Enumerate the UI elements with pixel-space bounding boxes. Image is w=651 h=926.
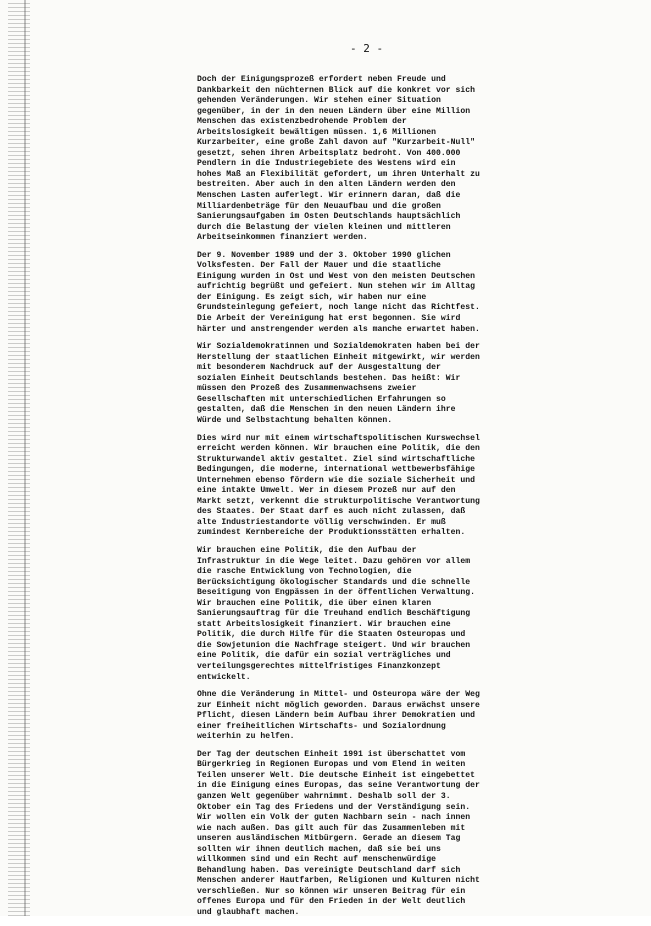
- text-line: Arbeitslosigkeit bewältigen müssen. 1,6 Millionen: [197, 127, 436, 137]
- text-line: müssen den Prozeß des Zusammenwachsens zweier: [197, 384, 417, 394]
- text-line: eine intakte Umwelt. Wer in diesem Prozeß nur auf den: [197, 486, 456, 496]
- text-line: Gesellschaften mit unterschiedlichen Erfahrungen so: [197, 394, 446, 404]
- text-line: Bürgerkrieg in Regionen Europas und vom Elend in weiten: [197, 760, 466, 770]
- text-line: gestalten, daß die Menschen in den neuen Ländern ihre: [197, 405, 456, 415]
- text-line: eine Politik, die dafür ein sozial verträgliches und: [197, 651, 451, 661]
- text-line: Berücksichtigung ökologischer Standards und die schnelle: [197, 577, 471, 587]
- text-line: Menschen Lasten auferlegt. Wir erinnern daran, daß die: [197, 191, 461, 201]
- text-line: Arbeitseinkommen finanziert werden.: [197, 233, 368, 243]
- text-line: gehenden Veränderungen. Wir stehen einer Situation: [197, 96, 441, 106]
- scan-edge-artifact: [8, 0, 30, 916]
- text-line: hohes Maß an Flexibilität gefordert, um ihren Unterhalt zu: [197, 169, 480, 179]
- paragraph: [197, 342, 557, 426]
- text-line: aufrichtig begrüßt und gefeiert. Nun stehen wir im Alltag: [197, 282, 475, 292]
- text-line: einer freiheitlichen Wirtschafts- und Sozialordnung: [197, 721, 446, 731]
- paragraph: [197, 546, 557, 683]
- text-line: die rasche Entwicklung von Technologien, die: [197, 567, 412, 577]
- text-line: durch die Belastung der vielen kleinen und mittleren: [197, 222, 451, 232]
- text-line: erreicht werden können. Wir brauchen eine Politik, die den: [197, 444, 480, 454]
- paragraph: [197, 434, 557, 539]
- text-line: gesetzt, sehen ihren Arbeitsplatz bedroht. Von 400.000: [197, 148, 461, 158]
- text-line: Infrastruktur in die Wege leitet. Dazu gehören vor allem: [197, 556, 471, 566]
- text-line: ganzen Welt gegenüber wahrnimmt. Deshalb soll der 3.: [197, 792, 451, 801]
- text-line: Die Arbeit der Vereinigung hat erst begonnen. Sie wird: [197, 314, 461, 324]
- scan-edge-line: [24, 0, 26, 916]
- text-line: sozialen Einheit Deutschlands bestehen. Das heißt: Wir: [197, 373, 461, 383]
- text-line: bestreiten. Aber auch in den alten Ländern werden den: [197, 180, 456, 190]
- text-line: Pendlern in die Industriegebiete des Westens wird ein: [197, 159, 456, 169]
- paragraph: [197, 75, 557, 244]
- text-line: Sanierungsaufgaben im Osten Deutschlands hauptsächlich: [197, 212, 461, 222]
- text-line: sollten wir ihnen deutlich machen, daß sie bei uns: [197, 844, 441, 854]
- text-line: offenes Europa und für den Frieden in der Welt deutlich: [197, 897, 466, 907]
- text-line: Bedingungen, die moderne, international wettbewerbsfähige: [197, 465, 475, 475]
- text-line: Markt setzt, verkennt die strukturpolitische Verantwortung: [197, 496, 480, 506]
- page-number: - 2 -: [350, 42, 384, 55]
- text-line: Teilen unserer Welt. Die deutsche Einheit ist eingebettet: [197, 770, 475, 780]
- text-line: weiterhin zu helfen.: [197, 732, 295, 742]
- text-line: willkommen sind und ein Recht auf menschenwürdige: [197, 855, 436, 865]
- text-line: wie nach außen. Das gilt auch für das Zusammenleben mit: [197, 823, 466, 833]
- text-line: der Einigung. Es zeigt sich, wir haben nur eine: [197, 292, 427, 302]
- paragraph: [197, 690, 557, 743]
- text-line: Pflicht, diesen Ländern beim Aufbau ihrer Demokratien und: [197, 711, 475, 721]
- text-line: Einigung wurden in Ost und West von den meisten Deutschen: [197, 271, 475, 281]
- text-line: des Staates. Der Staat darf es auch nicht zulassen, daß: [197, 507, 466, 517]
- paragraph: [197, 251, 557, 335]
- text-line: in die Einigung eines Europas, das seine Verantwortung der: [197, 781, 480, 791]
- text-line: Wir brauchen eine Politik, die den Aufbau der: [197, 545, 417, 555]
- text-line: Sanierungsauftrag für die Treuhand endlich Beschäftigung: [197, 609, 471, 619]
- text-line: Der 9. November 1989 und der 3. Oktober 1990 glichen: [197, 250, 451, 260]
- text-line: die Sowjetunion die Nachfrage steigert. Und wir brauchen: [197, 640, 471, 650]
- text-line: gegenüber, in der in den neuen Ländern über eine Million: [197, 106, 471, 116]
- text-line: Doch der Einigungsprozeß erfordert neben Freude und: [197, 75, 446, 84]
- text-line: Oktober ein Tag des Friedens und der Verständigung sein.: [197, 802, 471, 812]
- text-line: Strukturwandel aktiv gestaltet. Ziel sind wirtschaftliche: [197, 454, 475, 464]
- text-line: mit besonderem Nachdruck auf der Ausgestaltung der: [197, 363, 441, 373]
- text-line: Beseitigung von Engpässen in der öffentlichen Verwaltung.: [197, 588, 475, 598]
- text-line: Der Tag der deutschen Einheit 1991 ist überschattet vom: [197, 749, 466, 759]
- text-line: verschließen. Nur so können wir unseren Beitrag für ein: [197, 886, 466, 896]
- text-line: Würde und Selbstachtung behalten können.: [197, 415, 393, 425]
- text-line: Herstellung der staatlichen Einheit mitgewirkt, wir werden: [197, 352, 480, 362]
- text-line: Dies wird nur mit einem wirtschaftspolitischen Kurswechsel: [197, 433, 480, 443]
- text-line: Menschen anderer Hautfarben, Religionen und Kulturen nicht: [197, 876, 480, 886]
- text-line: Unternehmen ebenso fördern wie die soziale Sicherheit und: [197, 475, 475, 485]
- text-line: unseren ausländischen Mitbürgern. Gerade an diesem Tag: [197, 834, 461, 844]
- text-line: Volksfesten. Der Fall der Mauer und die staatliche: [197, 261, 441, 271]
- text-line: und glaubhaft machen.: [197, 908, 300, 918]
- text-line: härter und anstrengender werden als manche erwartet haben.: [197, 324, 480, 334]
- text-line: Wir wollen ein Volk der guten Nachbarn sein - nach innen: [197, 813, 471, 823]
- text-line: Kurzarbeiter, eine große Zahl davon auf "Kurzarbeit-Null": [197, 138, 475, 148]
- text-line: Politik, die durch Hilfe für die Staaten Osteuropas und: [197, 630, 466, 640]
- text-line: entwickelt.: [197, 672, 251, 682]
- paragraph: [197, 750, 557, 919]
- text-line: Milliardenbeträge für den Neuaufbau und die großen: [197, 201, 441, 211]
- text-line: Dankbarkeit den nüchternen Blick auf die konkret vor sich: [197, 85, 475, 95]
- text-line: Grundsteinlegung gefeiert, noch lange nicht das Richtfest.: [197, 303, 480, 313]
- text-line: zumindest Kernbereiche der Produktionsstätten erhalten.: [197, 528, 466, 538]
- text-line: zur Einheit nicht möglich geworden. Daraus erwächst unsere: [197, 700, 480, 710]
- text-line: verteilungsgerechtes mittelfristiges Finanzkonzept: [197, 661, 441, 671]
- text-line: alte Industriestandorte völlig verschwinden. Er muß: [197, 517, 446, 527]
- text-line: statt Arbeitslosigkeit finanziert. Wir brauchen eine: [197, 619, 451, 629]
- text-line: Behandlung haben. Das vereinigte Deutschland darf sich: [197, 865, 461, 875]
- text-line: Wir brauchen eine Politik, die über einen klaren: [197, 598, 432, 608]
- text-line: Menschen das existenzbedrohende Problem der: [197, 117, 407, 127]
- text-line: Wir Sozialdemokratinnen und Sozialdemokraten haben bei der: [197, 342, 480, 352]
- document-body: [197, 75, 557, 926]
- text-line: Ohne die Veränderung in Mittel- und Osteuropa wäre der Weg: [197, 690, 480, 700]
